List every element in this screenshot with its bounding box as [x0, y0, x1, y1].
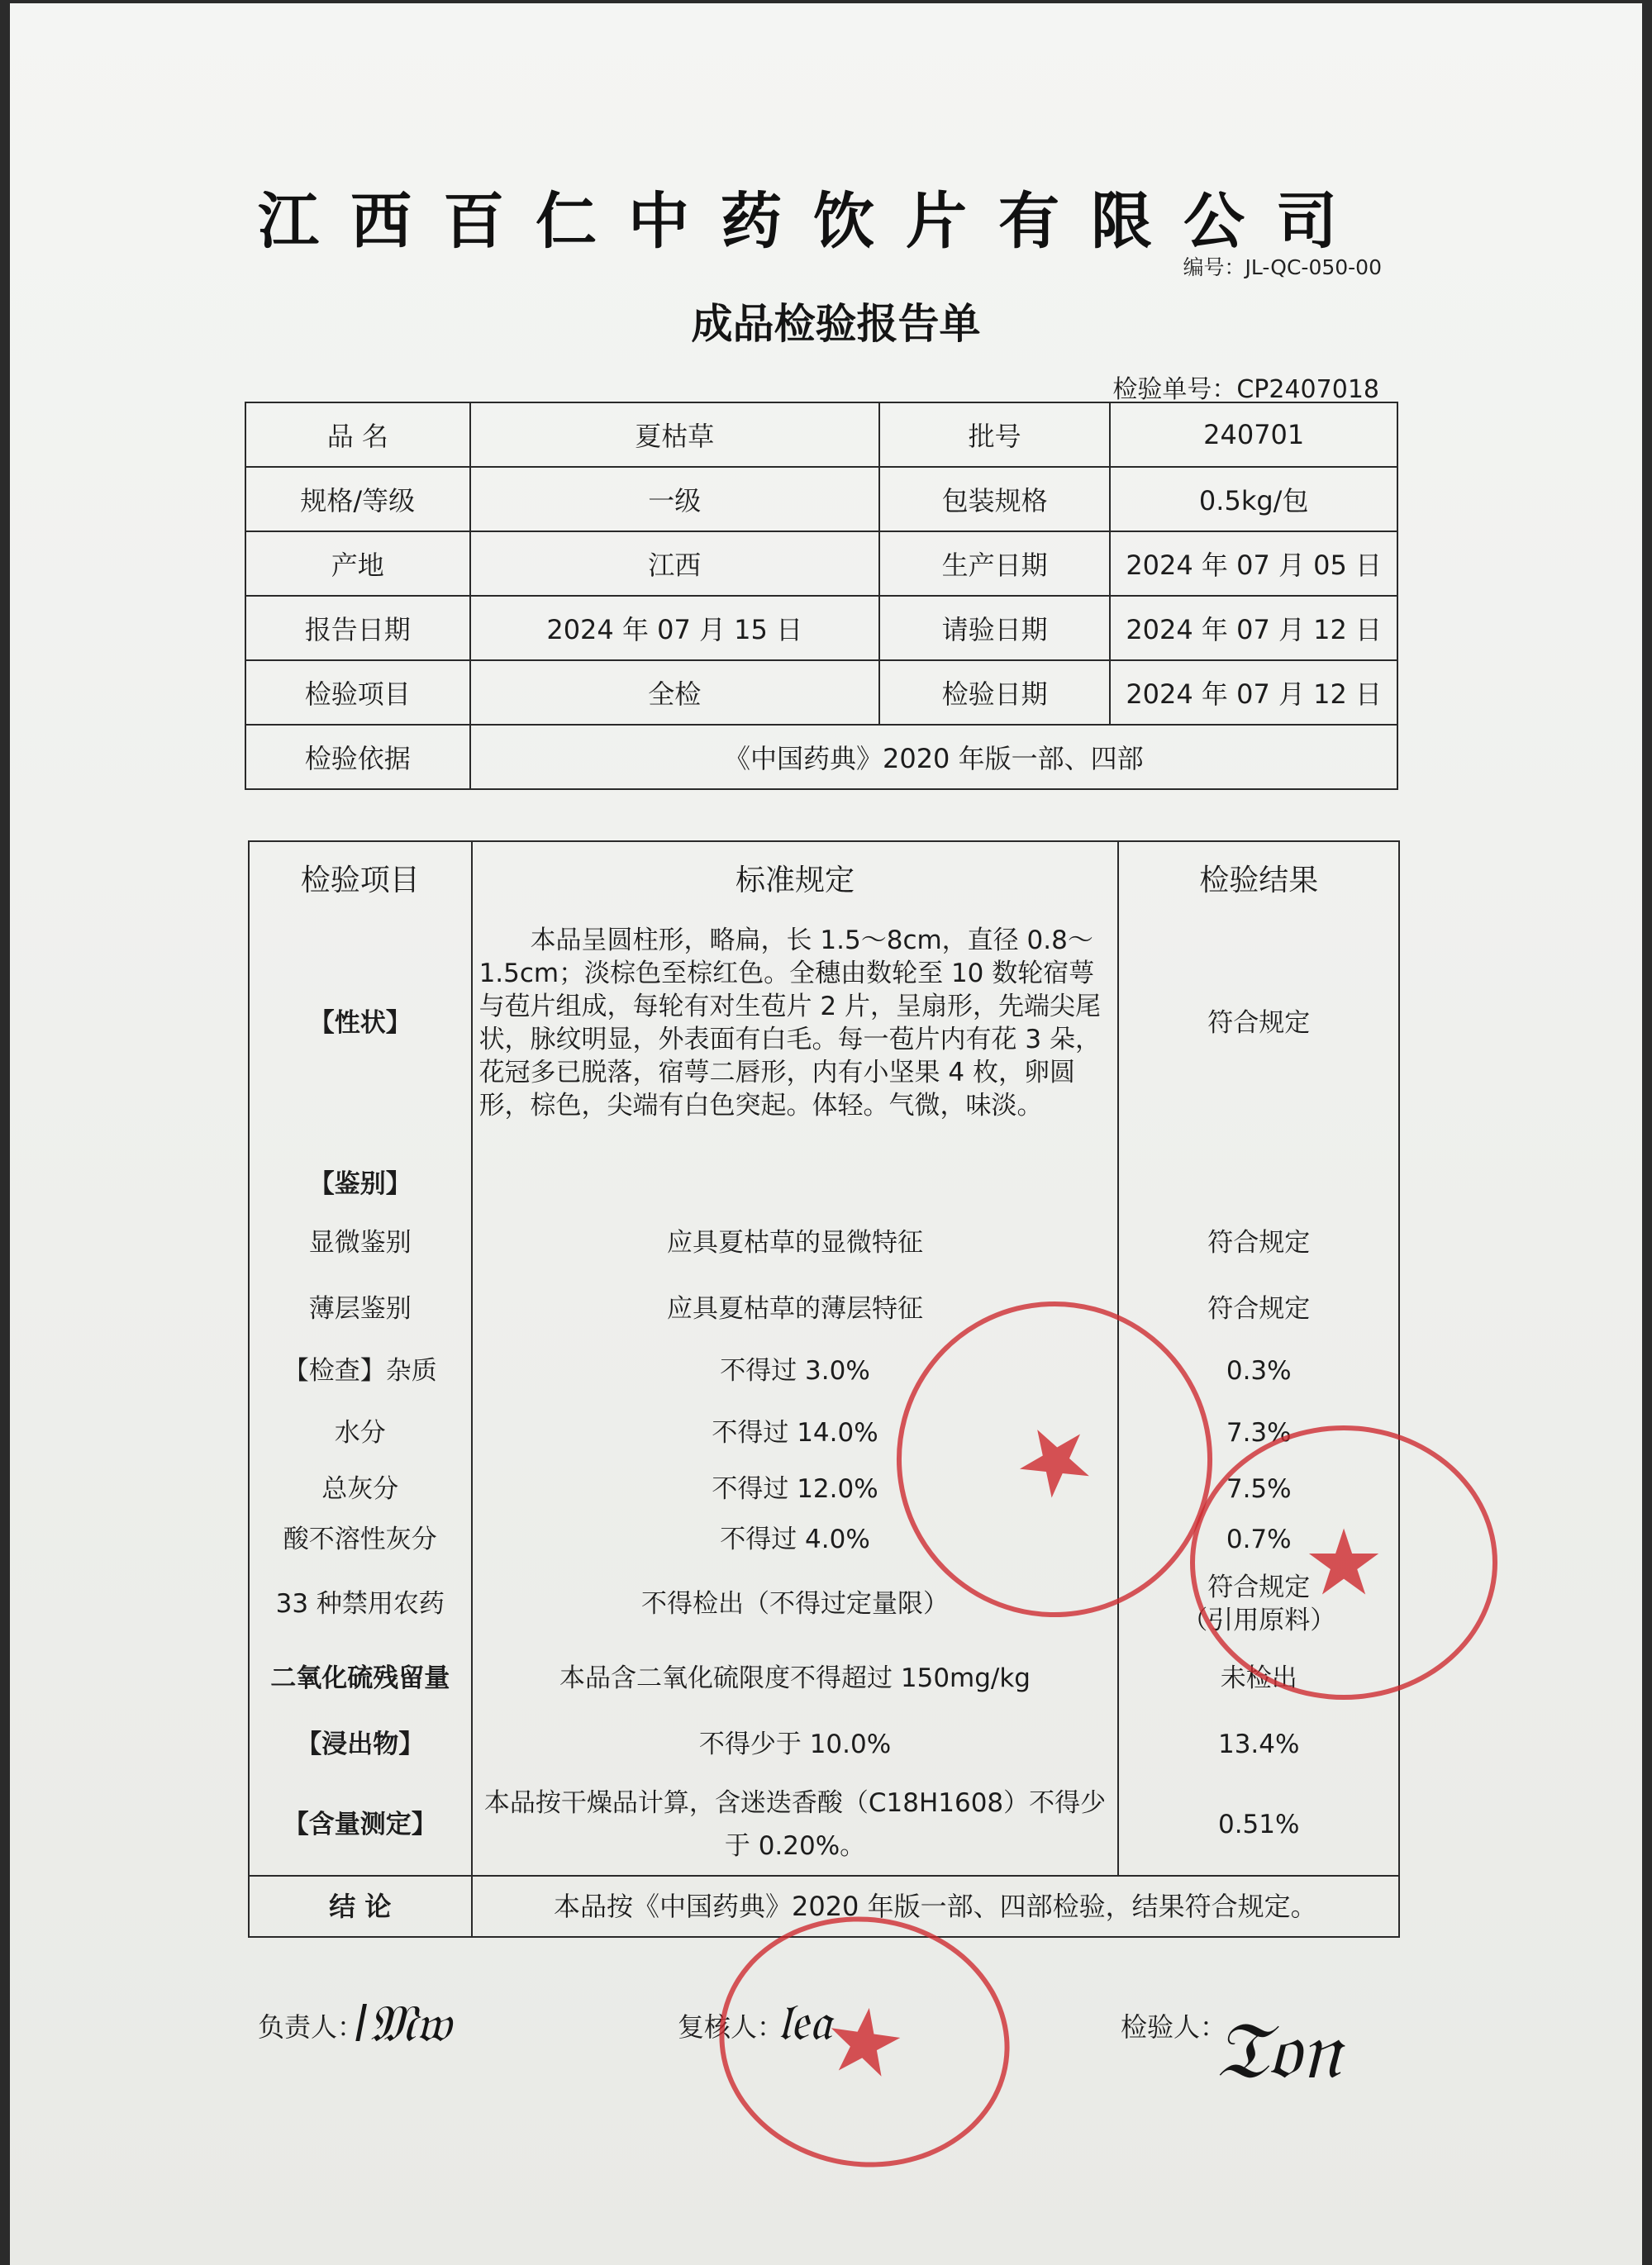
reviewer-label: 复核人： [678, 2011, 784, 2043]
report-title: 成品检验报告单 [691, 299, 981, 348]
test-item: 33 种禁用农药 [249, 1566, 472, 1642]
report-number: 检验单号：CP2407018 [1112, 375, 1379, 404]
character-item: 【性状】 [249, 920, 472, 1126]
company-name: 江西百仁中药饮片有限公司 [258, 186, 1369, 257]
info-label: 规格/等级 [245, 467, 470, 531]
info-value: 2024 年 07 月 12 日 [1110, 596, 1397, 660]
test-result: 未检出 [1118, 1642, 1399, 1715]
test-row [249, 1341, 1399, 1401]
test-row [249, 1277, 1399, 1341]
seal-company-qc-stamp [1190, 1425, 1497, 1700]
info-label: 包装规格 [879, 467, 1111, 531]
test-standard: 不得过 12.0% [472, 1465, 1119, 1513]
test-standard: 不得过 4.0% [472, 1513, 1119, 1566]
star-icon: ★ [816, 1983, 912, 2101]
info-value: 240701 [1110, 402, 1397, 467]
info-label: 生产日期 [879, 531, 1111, 596]
header-result: 检验结果 [1118, 841, 1399, 920]
info-value: 2024 年 07 月 05 日 [1110, 531, 1397, 596]
info-label: 批号 [879, 402, 1111, 467]
test-result: 0.7% [1118, 1513, 1399, 1566]
info-value: 夏枯草 [470, 402, 879, 467]
test-item: 薄层鉴别 [249, 1277, 472, 1341]
info-row [245, 402, 1397, 467]
basis-value: 《中国药典》2020 年版一部、四部 [470, 725, 1397, 789]
test-item: 【检查】杂质 [249, 1341, 472, 1401]
info-value: 一级 [470, 467, 879, 531]
character-row [249, 920, 1399, 1126]
responsible-signature: ǀ𝔐𝔴 [354, 1993, 451, 2053]
info-label: 品 名 [245, 402, 470, 467]
tests-header-row [249, 841, 1399, 920]
test-row [249, 1642, 1399, 1715]
test-row [249, 1209, 1399, 1277]
test-standard: 不得检出（不得过定量限） [472, 1566, 1119, 1642]
test-standard: 不得过 14.0% [472, 1401, 1119, 1465]
info-value: 江西 [470, 531, 879, 596]
header-standard: 标准规定 [472, 841, 1119, 920]
test-result: 符合规定 [1118, 1209, 1399, 1277]
star-icon: ★ [1302, 1510, 1385, 1615]
identification-row [249, 1126, 1399, 1209]
basis-label: 检验依据 [245, 725, 470, 789]
responsible-label: 负责人： [258, 2011, 364, 2043]
test-item: 水分 [249, 1401, 472, 1465]
test-results-table [248, 840, 1400, 1938]
info-label: 报告日期 [245, 596, 470, 660]
product-info-table [245, 402, 1398, 790]
info-label: 产地 [245, 531, 470, 596]
test-result: 0.3% [1118, 1341, 1399, 1401]
star-icon: ★ [993, 1392, 1116, 1526]
inspector-signature: 𝔗𝔬𝔫 [1215, 2004, 1340, 2096]
test-result: 13.4% [1118, 1715, 1399, 1774]
test-item: 二氧化硫残留量 [249, 1642, 472, 1715]
info-row [245, 660, 1397, 725]
conclusion-label: 结 论 [249, 1876, 472, 1937]
test-result: 符合规定 [1207, 1573, 1311, 1602]
basis-row [245, 725, 1397, 789]
test-row [249, 1715, 1399, 1774]
document-code: 编号：JL-QC-050-00 [1183, 255, 1382, 279]
info-value: 全检 [470, 660, 879, 725]
test-result: 7.3% [1118, 1401, 1399, 1465]
character-standard: 本品呈圆柱形，略扁，长 1.5～8cm，直径 0.8～1.5cm；淡棕色至棕红色。全穗由数轮至 10 数轮宿萼与苞片组成，每轮有对生苞片 2 片，呈扇形，先端尖尾状，脉纹明显，外表面有白毛。每一苞片内有花 3 朵，花冠多已脱落，宿萼二唇形，内有小坚果 4 枚，卵圆形，棕色，尖端有白色突起。体轻。气微，味淡。 [472, 920, 1119, 1126]
info-row [245, 467, 1397, 531]
test-item: 酸不溶性灰分 [249, 1513, 472, 1566]
inspector-label: 检验人： [1121, 2011, 1227, 2043]
test-standard: 本品含二氧化硫限度不得超过 150mg/kg [472, 1642, 1119, 1715]
test-standard: 应具夏枯草的薄层特征 [472, 1277, 1119, 1341]
header-item: 检验项目 [249, 841, 472, 920]
test-row [249, 1774, 1399, 1876]
info-value: 0.5kg/包 [1110, 467, 1397, 531]
test-row [249, 1401, 1399, 1465]
test-item: 【含量测定】 [249, 1774, 472, 1876]
conclusion-text: 本品按《中国药典》2020 年版一部、四部检验，结果符合规定。 [472, 1876, 1399, 1937]
test-standard: 不得过 3.0% [472, 1341, 1119, 1401]
info-value: 2024 年 07 月 12 日 [1110, 660, 1397, 725]
info-value: 2024 年 07 月 15 日 [470, 596, 879, 660]
test-standard: 不得少于 10.0% [472, 1715, 1119, 1774]
info-row [245, 531, 1397, 596]
test-result: 0.51% [1118, 1774, 1399, 1876]
test-result-note: （引用原料） [1182, 1606, 1336, 1635]
test-standard: 本品按干燥品计算，含迷迭香酸（C18H1608）不得少于 0.20%。 [472, 1774, 1119, 1876]
info-row [245, 596, 1397, 660]
test-result: 符合规定 [1118, 1277, 1399, 1341]
info-label: 检验日期 [879, 660, 1111, 725]
info-label: 检验项目 [245, 660, 470, 725]
test-item: 【浸出物】 [249, 1715, 472, 1774]
test-item: 总灰分 [249, 1465, 472, 1513]
reviewer-signature: 𝔩𝔢𝔞 [777, 1991, 832, 2052]
test-standard: 应具夏枯草的显微特征 [472, 1209, 1119, 1277]
test-item: 显微鉴别 [249, 1209, 472, 1277]
test-result: 7.5% [1118, 1465, 1399, 1513]
character-result: 符合规定 [1118, 920, 1399, 1126]
info-label: 请验日期 [879, 596, 1111, 660]
identification-label: 【鉴别】 [249, 1126, 472, 1209]
